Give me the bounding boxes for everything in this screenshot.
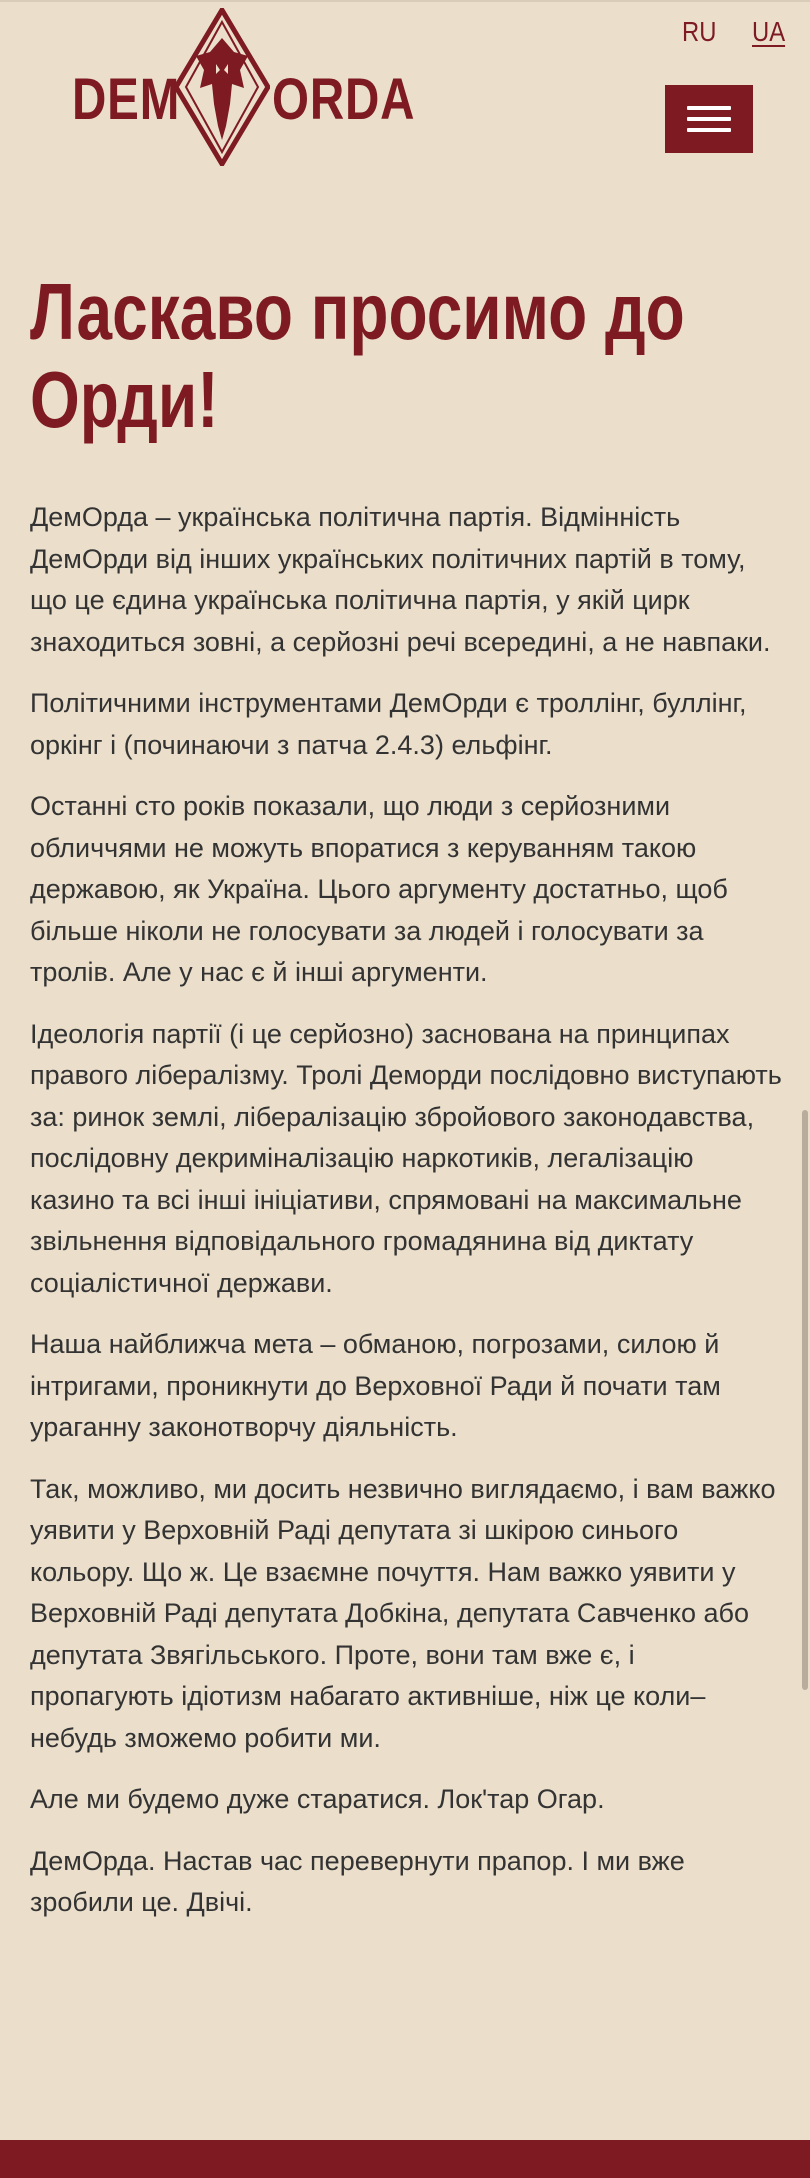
paragraph: Але ми будемо дуже старатися. Лок'тар Огар. xyxy=(30,1784,605,1814)
page-title-line: Орди! xyxy=(30,355,219,444)
page-title xyxy=(30,267,685,444)
paragraph: Так, можливо, ми досить незвично виглядаємо, і вам важко уявити у Верховній Раді депутата зі шкірою синього кольору. Що ж. Це взаємне почуття. Нам важко уявити у Верховній Раді депутата Добкіна, депутата Савченко або депутата Звягільського. Проте, вони там вже є, і пропагують ідіотизм набагато активніше, ніж це коли–небудь зможемо робити ми. xyxy=(30,1473,776,1753)
logo-text-left: DEM xyxy=(72,67,181,132)
paragraph: Останні сто років показали, що люди з серйозними обличчями не можуть впоратися з керуванням такою державою, як Україна. Цього аргументу достатньо, щоб більше ніколи не голосувати за людей і голосувати за тролів. Але у нас є й інші аргументи. xyxy=(30,791,728,987)
paragraph: Наша найближча мета – обманою, погрозами, силою й інтригами, проникнути до Верховної Ради й почати там ураганну законотворчу діяльність. xyxy=(30,1329,721,1442)
paragraph: Політичними інструментами ДемОрди є троллінг, буллінг, оркінг і (починаючи з патча 2.4.3) ельфінг. xyxy=(30,688,747,760)
article-body xyxy=(30,497,782,1944)
paragraph: ДемОрда. Настав час перевернути прапор. І ми вже зробили це. Двічі. xyxy=(30,1845,685,1917)
footer-bar xyxy=(0,2140,810,2178)
paragraph: Ідеологія партії (і це серйозно) заснована на принципах правого лібералізму. Тролі Деморди послідовно виступають за: ринок землі, лібералізацію збройового законодавства, послідовну декриміналізацію наркотиків, легалізацію казино та всі інші ініціативи, спрямовані на максимальне звільнення відповідального громадянина від диктату соціалістичної держави. xyxy=(30,1018,782,1298)
logo-text-right: ORDA xyxy=(272,67,416,132)
lang-ru-link[interactable]: RU xyxy=(682,16,717,47)
page-title-line: Ласкаво просимо до xyxy=(30,267,685,356)
hamburger-bar xyxy=(687,106,731,110)
site-header xyxy=(0,0,810,190)
menu-button[interactable] xyxy=(665,85,753,153)
site-logo[interactable] xyxy=(70,8,416,168)
hamburger-bar xyxy=(687,117,731,121)
lang-ua-link[interactable]: UA xyxy=(752,16,786,47)
horde-emblem-icon xyxy=(174,8,270,166)
paragraph: ДемОрда – українська політична партія. Відмінність ДемОрди від інших українських політичних партій в тому, що це єдина українська політична партія, у якій цирк знаходиться зовні, а серйозні речі всередині, а не навпаки. xyxy=(30,502,771,657)
scrollbar-thumb[interactable] xyxy=(802,1110,808,1690)
hamburger-bar xyxy=(687,128,731,132)
